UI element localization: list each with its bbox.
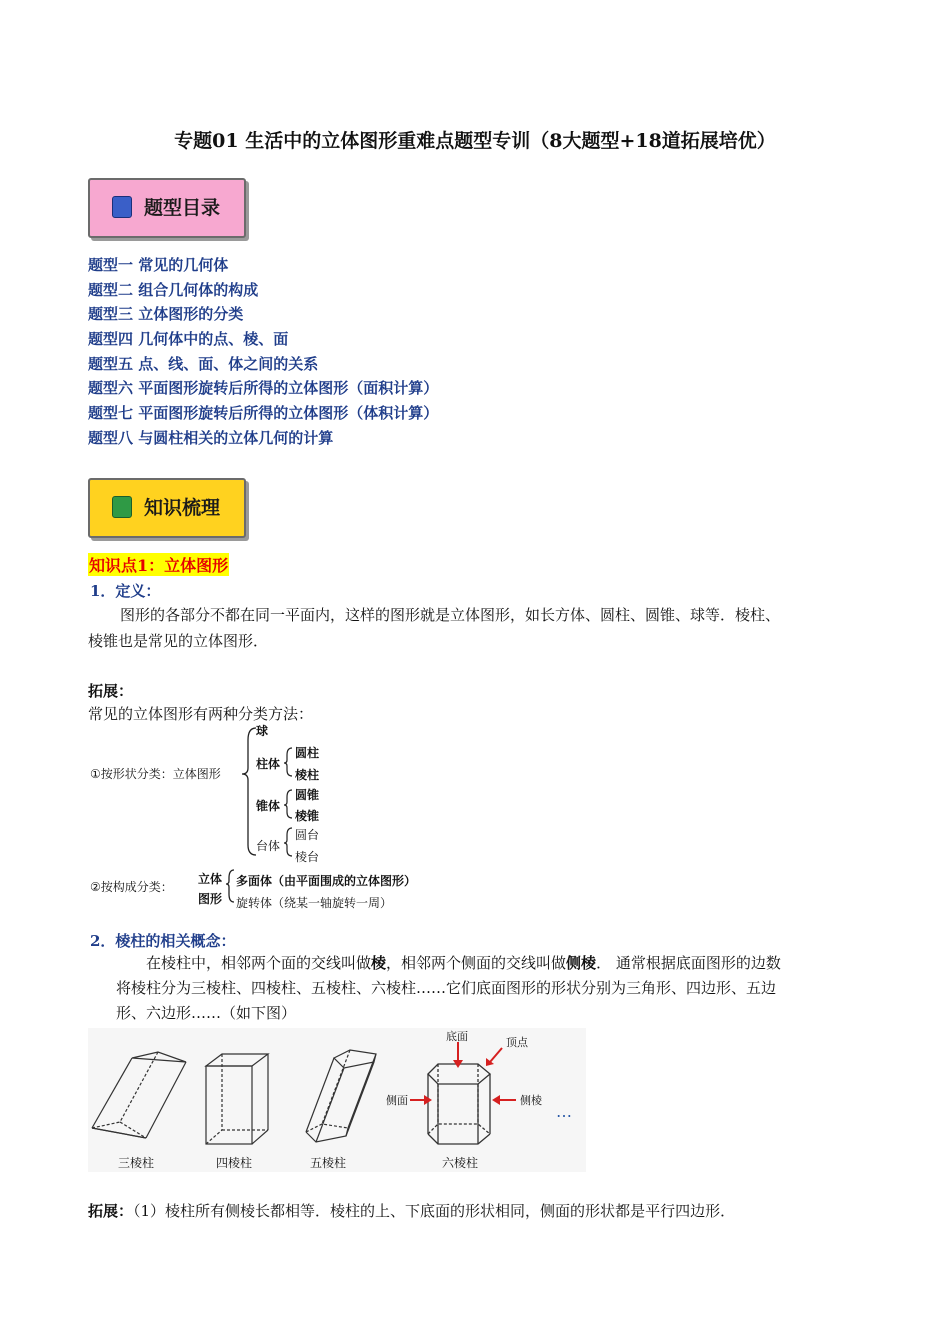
toc-item[interactable]: 题型六 平面图形旋转后所得的立体图形（面积计算） <box>88 379 439 398</box>
ellipsis-mark: … <box>556 1102 572 1121</box>
extension-text: 常见的立体图形有两种分类方法： <box>88 705 314 723</box>
definition-text-1: 图形的各部分不都在同一平面内，这样的图形就是立体图形，如长方体、圆柱、圆锥、球等．棱柱、 <box>120 606 781 624</box>
page-title: 专题01 生活中的立体图形重难点题型专训（8大题型+18道拓展培优） <box>174 130 776 152</box>
knowledge-banner <box>88 478 246 538</box>
term-lateral-edge: 侧棱 <box>566 954 597 972</box>
pyramid-label: 棱锥 <box>295 809 320 823</box>
toc-item[interactable]: 题型二 组合几何体的构成 <box>88 280 259 299</box>
prism-group-label: 柱体 <box>256 757 281 771</box>
prism-text-3: 形、六边形……（如下图） <box>116 1004 297 1022</box>
section-definition-heading: 1．定义： <box>90 582 161 600</box>
prism-text-1 <box>146 950 781 976</box>
lateral-edge-label: 侧棱 <box>520 1094 542 1107</box>
prism-text-1c: ，相邻两个侧面的交线叫做 <box>386 954 567 972</box>
knowledge-banner-label: 知识梳理 <box>144 497 221 519</box>
toc-item[interactable]: 题型四 几何体中的点、棱、面 <box>88 330 289 349</box>
lateral-face-label: 侧面 <box>386 1094 408 1107</box>
frustum-group-label: 台体 <box>256 839 281 853</box>
book-icon <box>112 196 132 218</box>
toc-item[interactable]: 题型八 与圆柱相关的立体几何的计算 <box>88 428 334 447</box>
toc-item[interactable]: 题型一 常见的几何体 <box>88 256 229 274</box>
classification-diagram <box>88 720 488 920</box>
triangular-prism-label: 三棱柱 <box>118 1156 155 1170</box>
quadrangular-prism-label: 四棱柱 <box>216 1156 253 1170</box>
cone-group-label: 锥体 <box>256 799 281 813</box>
prism-text-2: 将棱柱分为三棱柱、四棱柱、五棱柱、六棱柱……它们底面图形的形状分别为三角形、四边形、五边 <box>116 979 777 997</box>
toc-item[interactable]: 题型五 点、线、面、体之间的关系 <box>88 354 319 373</box>
cylinder-label: 圆柱 <box>295 746 320 760</box>
prism-frustum-label: 棱台 <box>295 850 320 864</box>
knowledge-point-heading: 知识点1：立体图形 <box>88 553 229 576</box>
toc-banner-label: 题型目录 <box>144 197 221 219</box>
toc-item[interactable]: 题型三 立体图形的分类 <box>88 305 244 324</box>
cone-label: 圆锥 <box>295 788 320 802</box>
section-prism-heading: 2．棱柱的相关概念： <box>90 932 236 950</box>
sphere-label: 球 <box>256 724 269 738</box>
hexagonal-prism-label: 六棱柱 <box>442 1156 479 1170</box>
toc-item[interactable]: 题型七 平面图形旋转后所得的立体图形（体积计算） <box>88 404 439 423</box>
extension2-paragraph <box>88 1198 735 1224</box>
method2-label: ②按构成分类： <box>90 880 173 894</box>
base-face-label: 底面 <box>446 1030 468 1043</box>
revolution-label: 旋转体（绕某一轴旋转一周） <box>236 896 393 910</box>
term-edge: 棱 <box>371 954 387 972</box>
extension2-label: 拓展： <box>88 1202 134 1220</box>
solid-label-2: 图形 <box>198 892 223 906</box>
vertex-label: 顶点 <box>506 1036 528 1049</box>
method1-label: ①按形状分类：立体图形 <box>90 767 221 781</box>
toc-list <box>88 256 438 454</box>
extension2-text: （1）棱柱所有侧棱长都相等．棱柱的上、下底面的形状相同，侧面的形状都是平行四边形． <box>133 1202 736 1220</box>
prism-text-1a: 在棱柱中，相邻两个面的交线叫做 <box>146 954 372 972</box>
pentagonal-prism-label: 五棱柱 <box>310 1156 347 1170</box>
extension-label: 拓展： <box>88 682 134 700</box>
blackboard-icon <box>112 496 132 518</box>
toc-banner <box>88 178 246 238</box>
solid-label-1: 立体 <box>198 872 223 886</box>
prism-figure <box>88 1028 586 1172</box>
prism-text-1e: ． 通常根据底面图形的边数 <box>596 954 781 972</box>
polyhedron-label: 多面体（由平面围成的立体图形） <box>236 874 417 888</box>
prism-label: 棱柱 <box>295 768 320 782</box>
definition-text-2: 棱锥也是常见的立体图形． <box>88 632 269 650</box>
cone-frustum-label: 圆台 <box>295 828 320 842</box>
